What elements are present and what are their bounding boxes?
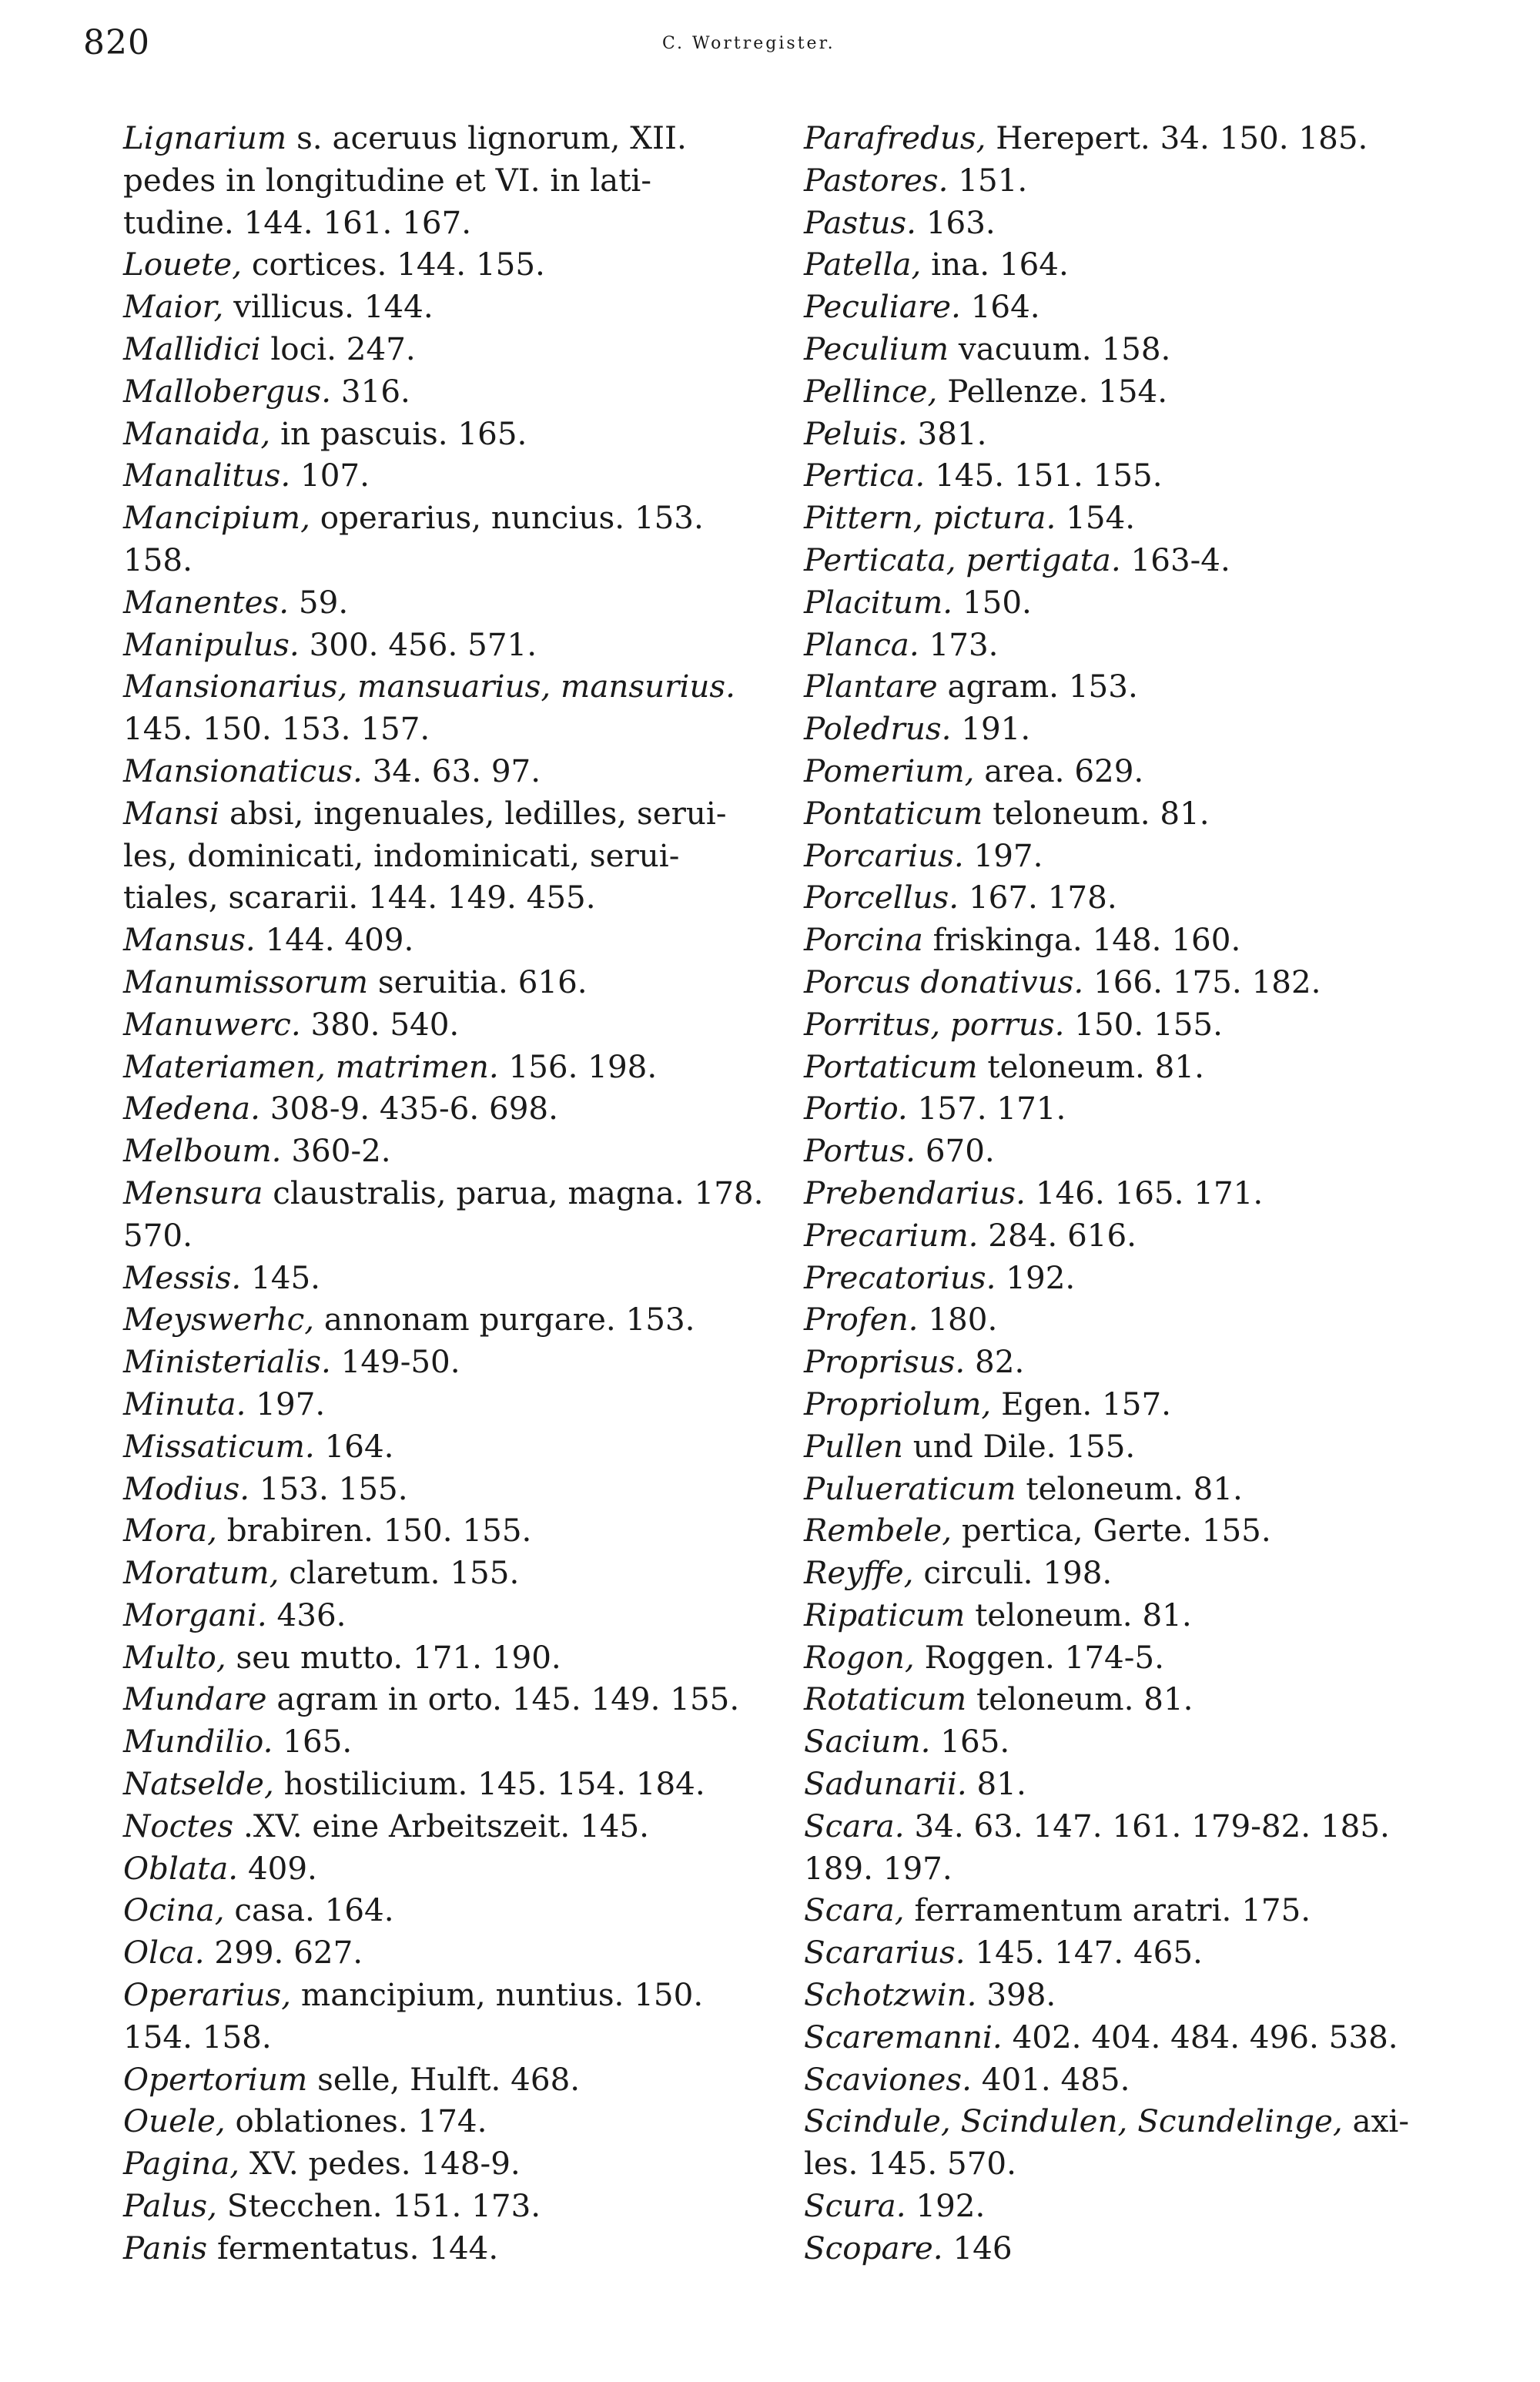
index-references: 192. xyxy=(906,2187,986,2225)
index-references: 436. xyxy=(266,1596,346,1633)
index-term: Reyffe, xyxy=(804,1554,914,1592)
index-line xyxy=(123,1805,801,1848)
index-references: 144. 409. xyxy=(255,921,414,959)
index-references: tiales, scararii. 144. 149. 455. xyxy=(123,879,596,916)
index-references: 34. 63. 147. 161. 179-82. 185. xyxy=(904,1807,1390,1844)
index-references: 308-9. 435-6. 698. xyxy=(259,1090,558,1127)
index-line xyxy=(804,1298,1481,1341)
index-line xyxy=(804,413,1481,455)
index-references: tudine. 144. 161. 167. xyxy=(123,203,472,241)
index-references: 402. 404. 484. 496. 538. xyxy=(1002,2018,1398,2055)
index-term: Natselde, xyxy=(123,1765,274,1803)
index-line xyxy=(123,1046,801,1088)
index-references: 173. xyxy=(919,625,999,663)
index-references: teloneum. 81. xyxy=(966,1680,1194,1718)
index-term: Pontaticum xyxy=(804,794,983,832)
index-references: 81. xyxy=(966,1765,1026,1803)
index-line xyxy=(804,2142,1481,2185)
index-references: teloneum. 81. xyxy=(965,1596,1192,1633)
index-line xyxy=(123,1678,801,1720)
index-references: 380. 540. xyxy=(300,1005,460,1043)
index-references: ferramentum aratri. 175. xyxy=(904,1891,1311,1929)
index-references: Roggen. 174-5. xyxy=(914,1638,1164,1676)
index-references: 570. xyxy=(123,1216,192,1254)
index-line xyxy=(123,2227,801,2270)
index-references: selle, Hulft. 468. xyxy=(307,2060,581,2098)
index-term: Placitum. xyxy=(804,583,953,621)
index-line xyxy=(123,159,801,202)
index-term: Portaticum xyxy=(804,1047,978,1085)
index-line xyxy=(804,1214,1481,1257)
index-line xyxy=(804,624,1481,666)
index-references: 191. xyxy=(951,710,1031,748)
index-references: claretum. 155. xyxy=(279,1554,520,1592)
index-term: Manumissorum xyxy=(123,963,369,1000)
index-term: Morgani. xyxy=(123,1596,267,1633)
index-references: 146. 165. 171. xyxy=(1025,1174,1264,1211)
running-title: C. Wortregister. xyxy=(662,34,835,53)
index-term: Moratum, xyxy=(123,1554,280,1592)
index-term: Planca. xyxy=(804,625,919,663)
index-term: Porcarius. xyxy=(804,836,964,874)
index-line xyxy=(804,1594,1481,1637)
index-references: annonam purgare. 153. xyxy=(314,1301,695,1338)
index-term: Rembele, xyxy=(804,1512,952,1549)
index-term: Palus, xyxy=(123,2187,217,2225)
index-term: Mancipium, xyxy=(123,499,310,537)
index-line xyxy=(804,2016,1481,2059)
index-references: und Dile. 155. xyxy=(902,1427,1136,1465)
index-references: XV. pedes. 148-9. xyxy=(239,2145,521,2183)
index-term: Peculiare. xyxy=(804,288,961,326)
index-references: 300. 456. 571. xyxy=(299,625,537,663)
index-line xyxy=(804,1046,1481,1088)
index-line xyxy=(804,2227,1481,2270)
index-references: 149-50. xyxy=(330,1343,460,1381)
index-term: Sacium. xyxy=(804,1723,931,1761)
index-references: pertica, Gerte. 155. xyxy=(952,1512,1271,1549)
index-term: Modius. xyxy=(123,1469,250,1507)
index-references: agram. 153. xyxy=(937,668,1138,705)
index-term: Portio. xyxy=(804,1090,908,1127)
index-term: Perticata, pertigata. xyxy=(804,541,1121,578)
index-term: Poledrus. xyxy=(804,710,952,748)
index-references: .XV. eine Arbeitszeit. 145. xyxy=(233,1807,650,1844)
index-line xyxy=(123,708,801,750)
index-term: Mundare xyxy=(123,1680,267,1718)
index-line xyxy=(804,2100,1481,2142)
index-line xyxy=(804,1889,1481,1931)
index-term: Porcus donativus. xyxy=(804,963,1084,1000)
index-references: 145. 151. 155. xyxy=(925,457,1163,494)
index-line xyxy=(123,1931,801,1974)
index-line xyxy=(123,370,801,413)
index-term: Precatorius. xyxy=(804,1258,996,1296)
index-references: 409. xyxy=(238,1849,317,1887)
index-references: casa. 164. xyxy=(224,1891,394,1929)
index-line xyxy=(804,1637,1481,1679)
index-term: Pomerium, xyxy=(804,752,975,789)
index-references: fermentatus. 144. xyxy=(207,2229,499,2266)
index-line xyxy=(804,665,1481,708)
page-number: 820 xyxy=(83,23,150,62)
index-term: Opertorium xyxy=(123,2060,308,2098)
index-line xyxy=(804,1003,1481,1046)
index-term: Panis xyxy=(123,2229,208,2266)
index-references: les. 145. 570. xyxy=(804,2145,1016,2183)
index-line xyxy=(123,1130,801,1172)
index-line xyxy=(804,1509,1481,1552)
index-references: seu mutto. 171. 190. xyxy=(226,1638,561,1676)
index-term: Scaviones. xyxy=(804,2060,972,2098)
index-term: Pastores. xyxy=(804,161,949,199)
index-term: Parafredus, xyxy=(804,119,986,156)
index-references: hostilicium. 145. 154. 184. xyxy=(273,1765,705,1803)
index-line xyxy=(123,1848,801,1890)
index-line xyxy=(123,1509,801,1552)
index-references: friskinga. 148. 160. xyxy=(922,921,1241,959)
index-line xyxy=(804,1931,1481,1974)
index-references: agram in orto. 145. 149. 155. xyxy=(266,1680,740,1718)
index-term: Pagina, xyxy=(123,2145,240,2183)
index-term: Pertica. xyxy=(804,457,926,494)
index-references: 192. xyxy=(996,1258,1076,1296)
index-line xyxy=(804,919,1481,961)
index-references: 157. 171. xyxy=(907,1090,1066,1127)
index-term: Ripaticum xyxy=(804,1596,966,1633)
index-references: les, dominicati, indominicati, serui- xyxy=(123,836,680,874)
index-term: Porcellus. xyxy=(804,879,959,916)
index-term: Pullen xyxy=(804,1427,903,1465)
index-references: 82. xyxy=(965,1343,1025,1381)
index-references: s. aceruus lignorum, XII. xyxy=(286,119,687,156)
index-references: oblationes. 174. xyxy=(225,2102,487,2140)
index-line xyxy=(123,2059,801,2101)
index-term: Rotaticum xyxy=(804,1680,967,1718)
index-line xyxy=(123,117,801,159)
index-references: mancipium, nuntius. 150. xyxy=(291,1976,704,2014)
index-line xyxy=(123,624,801,666)
index-references: 153. 155. xyxy=(249,1469,408,1507)
index-line xyxy=(123,835,801,877)
index-term: Schotzwin. xyxy=(804,1976,977,2014)
index-term: Mallidici xyxy=(123,330,261,367)
index-line xyxy=(123,243,801,286)
index-references: absi, ingenuales, ledilles, serui- xyxy=(219,794,727,832)
index-line xyxy=(804,497,1481,539)
index-references: 156. 198. xyxy=(498,1047,658,1085)
left-column xyxy=(123,117,801,2270)
index-term: Propriolum, xyxy=(804,1385,992,1422)
index-line xyxy=(123,2100,801,2142)
index-term: Porcina xyxy=(804,921,923,959)
index-references: 167. 178. xyxy=(959,879,1117,916)
index-term: Materiamen, matrimen. xyxy=(123,1047,499,1085)
index-references: teloneum. 81. xyxy=(977,1047,1204,1085)
index-term: Mansionarius, mansuarius, mansurius. xyxy=(123,668,735,705)
index-line xyxy=(123,1257,801,1299)
index-line xyxy=(123,1087,801,1130)
index-references: 154. xyxy=(1056,499,1136,537)
index-references: 145. 147. 465. xyxy=(965,1934,1203,1972)
index-term: Scara. xyxy=(804,1807,905,1844)
index-line xyxy=(804,539,1481,581)
index-line xyxy=(123,581,801,624)
index-line xyxy=(123,1637,801,1679)
index-line xyxy=(804,1426,1481,1468)
index-references: 360-2. xyxy=(281,1132,391,1170)
index-references: teloneum. 81. xyxy=(1016,1469,1243,1507)
index-references: claustralis, parua, magna. 178. xyxy=(263,1174,764,1211)
index-line xyxy=(123,1974,801,2016)
index-line xyxy=(123,2016,801,2059)
index-references: 164. xyxy=(960,288,1040,326)
index-references: 163. xyxy=(916,203,996,241)
index-term: Sadunarii. xyxy=(804,1765,967,1803)
index-references: 150. 155. xyxy=(1064,1005,1223,1043)
index-term: Manaida, xyxy=(123,414,271,452)
index-term: Pittern, pictura. xyxy=(804,499,1056,537)
index-term: Manentes. xyxy=(123,583,290,621)
index-term: Precarium. xyxy=(804,1216,979,1254)
index-references: 107. xyxy=(290,457,370,494)
index-references: Herepert. 34. 150. 185. xyxy=(986,119,1368,156)
index-references: 165. xyxy=(930,1723,1010,1761)
index-term: Mansus. xyxy=(123,921,256,959)
index-line xyxy=(123,539,801,581)
index-term: Mensura xyxy=(123,1174,263,1211)
index-term: Noctes xyxy=(123,1807,234,1844)
index-term: Scara, xyxy=(804,1891,905,1929)
index-line xyxy=(804,961,1481,1003)
index-line xyxy=(804,1172,1481,1214)
index-references: 163-4. xyxy=(1120,541,1230,578)
index-line xyxy=(804,876,1481,919)
index-line xyxy=(804,328,1481,370)
index-references: axi- xyxy=(1342,2102,1409,2140)
index-line xyxy=(123,1720,801,1763)
index-line xyxy=(804,2185,1481,2227)
index-line xyxy=(804,581,1481,624)
index-references: 381. xyxy=(907,414,987,452)
index-term: Prebendarius. xyxy=(804,1174,1026,1211)
index-line xyxy=(123,876,801,919)
index-term: Mansionaticus. xyxy=(123,752,363,789)
index-line xyxy=(123,1594,801,1637)
right-column xyxy=(804,117,1481,2270)
index-references: 180. xyxy=(918,1301,998,1338)
index-term: Scaremanni. xyxy=(804,2018,1003,2055)
index-term: Scopare. xyxy=(804,2229,943,2266)
index-line xyxy=(804,202,1481,244)
index-line xyxy=(123,286,801,328)
index-term: Manuwerc. xyxy=(123,1005,301,1043)
index-line xyxy=(804,117,1481,159)
index-term: Manipulus. xyxy=(123,625,300,663)
index-references: 670. xyxy=(915,1132,995,1170)
index-term: Multo, xyxy=(123,1638,226,1676)
index-line xyxy=(804,159,1481,202)
index-term: Patella, xyxy=(804,246,922,283)
index-line xyxy=(804,1087,1481,1130)
index-term: Missaticum. xyxy=(123,1427,315,1465)
index-line xyxy=(804,792,1481,835)
index-term: Mallobergus. xyxy=(123,372,332,410)
index-term: Porritus, porrus. xyxy=(804,1005,1065,1043)
index-term: Proprisus. xyxy=(804,1343,966,1381)
index-references: 145. xyxy=(241,1258,320,1296)
index-term: Olca. xyxy=(123,1934,205,1972)
index-term: Melboum. xyxy=(123,1132,282,1170)
index-term: Operarius, xyxy=(123,1976,292,2014)
index-term: Meyswerhc, xyxy=(123,1301,315,1338)
index-line xyxy=(123,497,801,539)
index-term: Pellince, xyxy=(804,372,938,410)
index-references: 59. xyxy=(289,583,349,621)
index-references: 401. 485. xyxy=(971,2060,1130,2098)
index-line xyxy=(123,1298,801,1341)
index-line xyxy=(804,708,1481,750)
index-references: 189. 197. xyxy=(804,1849,952,1887)
index-line xyxy=(804,1468,1481,1510)
index-references: vacuum. 158. xyxy=(949,330,1171,367)
index-line xyxy=(804,835,1481,877)
index-term: Peculium xyxy=(804,330,949,367)
index-term: Scararius. xyxy=(804,1934,966,1972)
index-line xyxy=(123,413,801,455)
index-term: Ministerialis. xyxy=(123,1343,331,1381)
index-line xyxy=(804,243,1481,286)
index-references: brabiren. 150. 155. xyxy=(216,1512,532,1549)
index-line xyxy=(804,1805,1481,1848)
index-line xyxy=(123,1172,801,1214)
index-term: Plantare xyxy=(804,668,938,705)
index-line xyxy=(123,2185,801,2227)
index-references: 145. 150. 153. 157. xyxy=(123,710,430,748)
index-term: Profen. xyxy=(804,1301,919,1338)
index-line xyxy=(123,1341,801,1383)
index-term: Maior, xyxy=(123,288,224,326)
index-references: 197. xyxy=(963,836,1043,874)
index-line xyxy=(123,665,801,708)
index-references: 146 xyxy=(942,2229,1013,2266)
index-references: seruitia. 616. xyxy=(368,963,588,1000)
index-line xyxy=(804,1130,1481,1172)
index-references: pedes in longitudine et VI. in lati- xyxy=(123,161,651,199)
index-line xyxy=(804,750,1481,792)
index-term: Louete, xyxy=(123,246,243,283)
index-term: Oblata. xyxy=(123,1849,239,1887)
index-term: Mansi xyxy=(123,794,220,832)
index-references: 158. xyxy=(123,541,192,578)
index-references: Pellenze. 154. xyxy=(937,372,1168,410)
index-line xyxy=(123,1426,801,1468)
index-term: Lignarium xyxy=(123,119,287,156)
index-line xyxy=(804,1763,1481,1805)
index-line xyxy=(123,1889,801,1931)
index-references: 150. xyxy=(952,583,1032,621)
index-line xyxy=(123,961,801,1003)
index-line xyxy=(804,1848,1481,1890)
index-term: Scindule, Scindulen, Scundelinge, xyxy=(804,2102,1343,2140)
index-line xyxy=(123,1468,801,1510)
index-references: loci. 247. xyxy=(260,330,416,367)
index-term: Scura. xyxy=(804,2187,906,2225)
index-references: 151. xyxy=(948,161,1028,199)
index-references: 164. xyxy=(314,1427,394,1465)
index-term: Mora, xyxy=(123,1512,217,1549)
index-line xyxy=(123,919,801,961)
index-line xyxy=(804,1678,1481,1720)
index-line xyxy=(804,1257,1481,1299)
index-term: Peluis. xyxy=(804,414,908,452)
index-references: 284. 616. xyxy=(978,1216,1137,1254)
index-references: Stecchen. 151. 173. xyxy=(216,2187,541,2225)
index-references: 165. xyxy=(273,1723,353,1761)
index-references: teloneum. 81. xyxy=(983,794,1210,832)
index-references: area. 629. xyxy=(974,752,1144,789)
index-line xyxy=(123,792,801,835)
index-references: circuli. 198. xyxy=(913,1554,1113,1592)
index-line xyxy=(123,1214,801,1257)
index-line xyxy=(123,202,801,244)
index-references: 154. 158. xyxy=(123,2018,272,2055)
index-references: Egen. 157. xyxy=(991,1385,1171,1422)
index-term: Rogon, xyxy=(804,1638,915,1676)
index-term: Portus. xyxy=(804,1132,916,1170)
index-line xyxy=(804,1720,1481,1763)
index-references: 34. 63. 97. xyxy=(362,752,541,789)
index-references: 316. xyxy=(331,372,410,410)
index-references: 398. xyxy=(976,1976,1056,2014)
index-line xyxy=(123,2142,801,2185)
index-references: operarius, nuncius. 153. xyxy=(310,499,704,537)
index-references: villicus. 144. xyxy=(223,288,434,326)
index-references: 166. 175. 182. xyxy=(1083,963,1321,1000)
index-line xyxy=(123,1763,801,1805)
index-line xyxy=(804,1341,1481,1383)
index-line xyxy=(123,328,801,370)
index-term: Medena. xyxy=(123,1090,260,1127)
index-line xyxy=(123,454,801,497)
index-references: 197. xyxy=(246,1385,326,1422)
index-term: Pulueraticum xyxy=(804,1469,1016,1507)
index-line xyxy=(804,370,1481,413)
index-term: Ouele, xyxy=(123,2102,226,2140)
index-line xyxy=(123,750,801,792)
index-references: in pascuis. 165. xyxy=(270,414,527,452)
index-references: 299. 627. xyxy=(204,1934,363,1972)
index-line xyxy=(804,286,1481,328)
index-line xyxy=(804,2059,1481,2101)
index-line xyxy=(804,454,1481,497)
index-term: Pastus. xyxy=(804,203,916,241)
index-term: Minuta. xyxy=(123,1385,246,1422)
index-references: ina. 164. xyxy=(921,246,1069,283)
index-term: Manalitus. xyxy=(123,457,291,494)
index-term: Mundilio. xyxy=(123,1723,273,1761)
index-term: Messis. xyxy=(123,1258,242,1296)
index-references: cortices. 144. 155. xyxy=(242,246,545,283)
index-line xyxy=(123,1383,801,1426)
index-line xyxy=(123,1003,801,1046)
index-line xyxy=(804,1974,1481,2016)
index-line xyxy=(123,1552,801,1594)
index-term: Ocina, xyxy=(123,1891,225,1929)
index-line xyxy=(804,1552,1481,1594)
index-line xyxy=(804,1383,1481,1426)
